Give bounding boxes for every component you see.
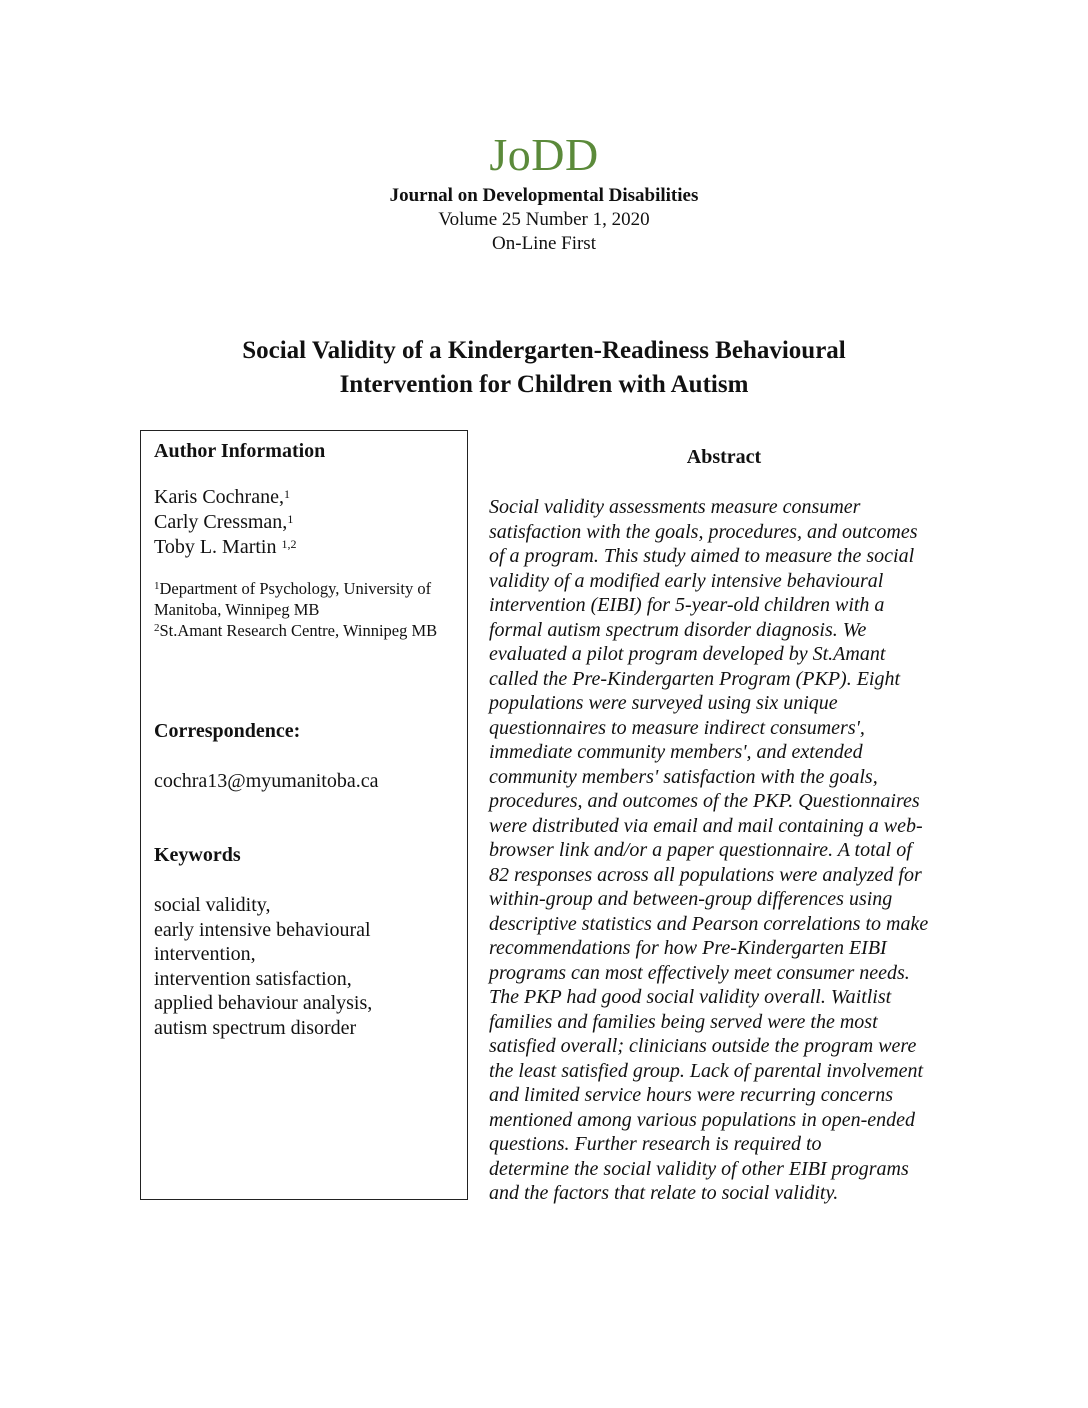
article-title-line: Intervention for Children with Autism [339, 371, 749, 398]
abstract-line: were distributed via email and mail containing a web- [489, 814, 923, 837]
affiliation-list [154, 578, 467, 641]
keyword: intervention satisfaction, [154, 967, 352, 990]
abstract-line: mentioned among various populations in open-ended [489, 1108, 916, 1131]
abstract-line: validity of a modified early intensive behavioural [489, 569, 884, 592]
abstract-line: browser link and/or a paper questionnaire. A total of [489, 839, 912, 861]
affiliation: $^1$Department of Psychology, University of Manitoba, Winnipeg MB [154, 579, 432, 619]
keywords-heading: Keywords [154, 844, 241, 866]
journal-masthead [0, 128, 1088, 256]
journal-logo: JoDD [489, 129, 599, 180]
abstract-line: procedures, and outcomes of the PKP. Questionnaires [489, 790, 920, 812]
author-information-box [140, 430, 468, 1200]
author-affiliation-marker: 1,2 [281, 537, 297, 551]
abstract-line: evaluated a pilot program developed by St.Amant [489, 643, 886, 665]
author-name: Toby L. Martin $^{1,2}$ [154, 536, 297, 558]
keyword: early intensive behavioural [154, 918, 371, 941]
abstract-heading: Abstract [686, 446, 762, 468]
keyword-list [154, 893, 467, 1040]
affiliation: $^2$St.Amant Research Centre, Winnipeg MB [154, 621, 438, 640]
abstract-line: and the factors that relate to social validity. [489, 1182, 839, 1204]
keyword: autism spectrum disorder [154, 1016, 357, 1039]
abstract-line: satisfaction with the goals, procedures, and outcomes [489, 520, 918, 543]
correspondence-heading: Correspondence: [154, 720, 301, 742]
abstract-line: programs can most effectively meet consumer needs. [489, 961, 910, 984]
abstract-line: descriptive statistics and Pearson correlations to make [489, 912, 929, 935]
author-affiliation-marker: 1 [287, 512, 294, 526]
abstract-line: within-group and between-group differences using [489, 888, 893, 910]
abstract-line: immediate community members', and extended [489, 741, 863, 763]
abstract-line: called the Pre-Kindergarten Program (PKP). Eight [489, 667, 901, 690]
abstract-line: and limited service hours were recurring concerns [489, 1084, 893, 1106]
abstract-line: populations were surveyed using six unique [489, 692, 838, 714]
author-name: Karis Cochrane,$^1$ [154, 486, 290, 508]
abstract-body [489, 495, 963, 1206]
abstract-line: formal autism spectrum disorder diagnosis. We [489, 618, 867, 641]
abstract-line: intervention (EIBI) for 5-year-old children with a [489, 594, 885, 616]
author-list [154, 485, 467, 560]
abstract-line: questions. Further research is required to [489, 1133, 822, 1155]
article-title [0, 334, 1088, 402]
author-information-heading: Author Information [154, 440, 326, 462]
abstract-line: of a program. This study aimed to measure the social [489, 545, 915, 567]
abstract-line: The PKP had good social validity overall. Waitlist [489, 986, 892, 1008]
abstract-line: determine the social validity of other EIBI programs [489, 1157, 909, 1180]
abstract-line: questionnaires to measure indirect consumers', [489, 716, 865, 739]
edition-info: On-Line First [492, 233, 596, 254]
correspondence-email: cochra13@myumanitoba.ca [154, 770, 379, 792]
keyword: applied behaviour analysis, [154, 992, 373, 1014]
abstract-line: families and families being served were the most [489, 1010, 878, 1033]
abstract-line: 82 responses across all populations were analyzed for [489, 863, 922, 886]
keyword: intervention, [154, 943, 256, 965]
volume-info: Volume 25 Number 1, 2020 [438, 209, 650, 230]
author-name: Carly Cressman,$^1$ [154, 511, 294, 533]
abstract-line: Social validity assessments measure consumer [489, 496, 861, 518]
author-affiliation-marker: 1 [283, 487, 290, 501]
abstract-line: satisfied overall; clinicians outside the program were [489, 1035, 917, 1057]
abstract-line: community members' satisfaction with the goals, [489, 765, 878, 788]
keyword: social validity, [154, 894, 271, 916]
abstract-line: recommendations for how Pre-Kindergarten EIBI [489, 937, 887, 959]
journal-name: Journal on Developmental Disabilities [389, 185, 699, 206]
abstract-line: the least satisfied group. Lack of parental involvement [489, 1059, 924, 1082]
article-title-line: Social Validity of a Kindergarten-Readiness Behavioural [242, 337, 846, 364]
